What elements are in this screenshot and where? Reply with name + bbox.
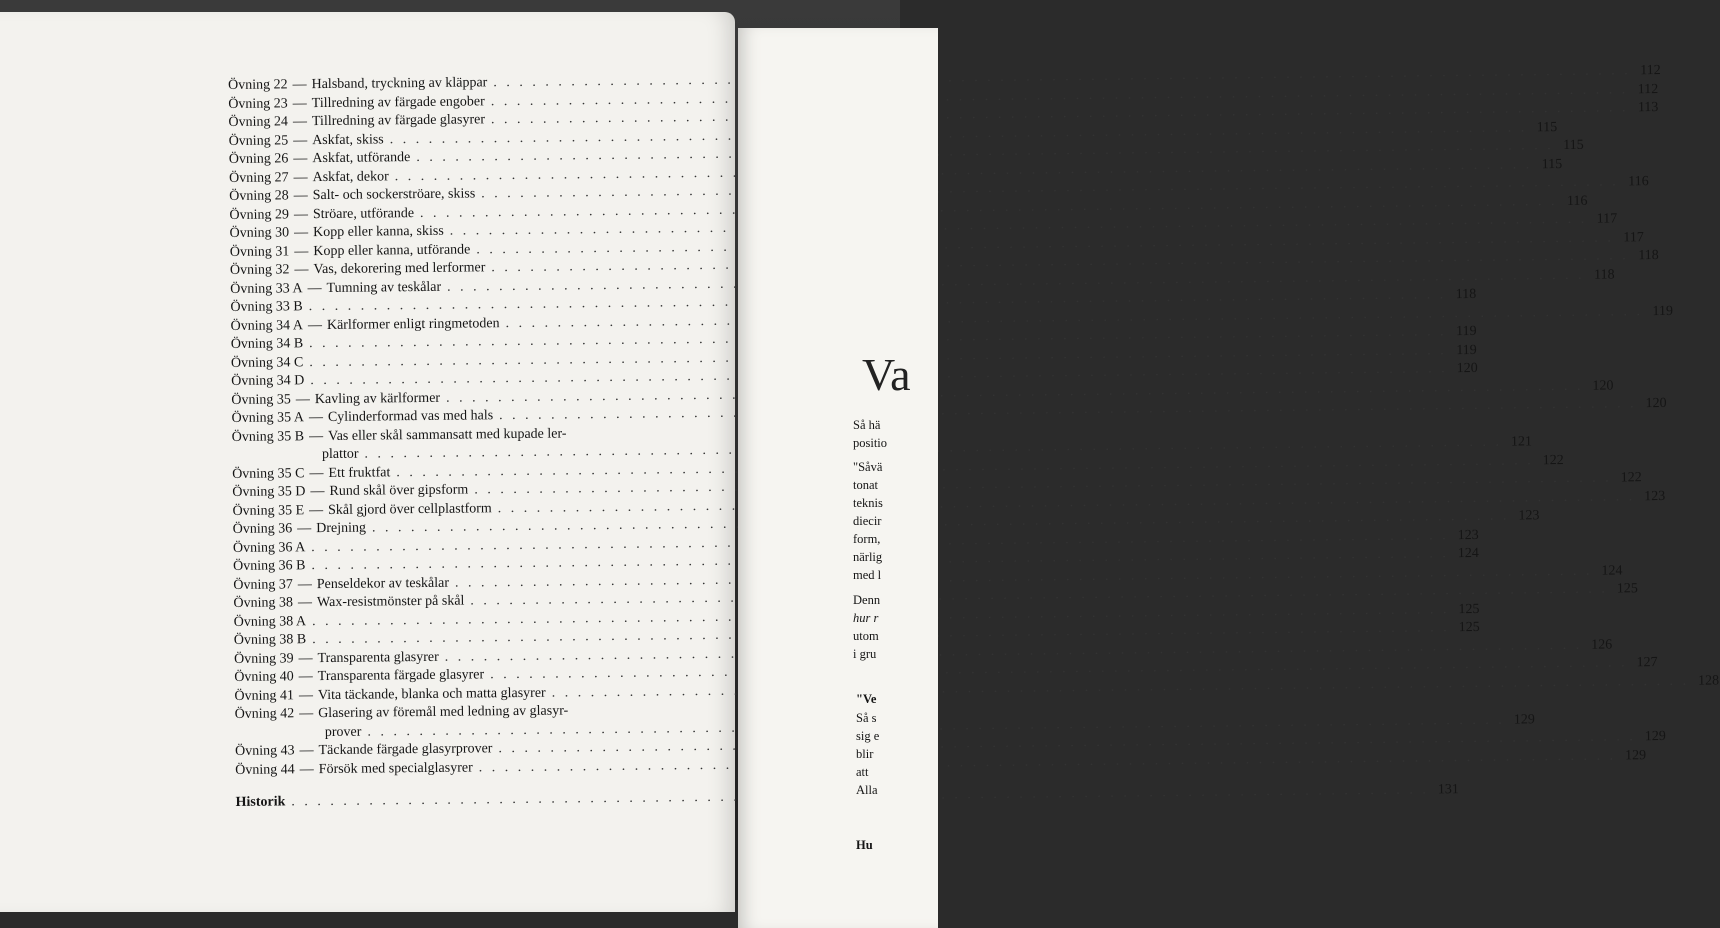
exercise-title: prover [324,724,362,740]
page-number: 123 [1644,488,1666,504]
exercise-title: Skål gjord över cellplastform [328,500,492,518]
exercise-label: Övning 30 [229,225,290,241]
em-dash: — [293,206,309,222]
exercise-label: Övning 23 [228,95,288,112]
right-page-line: "Ve [856,692,877,706]
page-number: 129 [1513,711,1535,728]
exercise-label: Övning 34 B [230,336,304,352]
section-label: Historik [235,794,286,810]
exercise-title: plattor [321,446,359,463]
page-number: 129 [1644,728,1666,745]
exercise-label: Övning 34 A [230,317,304,334]
em-dash: — [294,262,309,278]
em-dash: — [295,391,310,407]
exercise-label: Övning 42 [234,706,295,722]
exercise-title: Cylinderformad vas med hals [327,408,494,425]
right-page-line: diecir [853,514,882,528]
page-number: 115 [1563,137,1584,154]
em-dash: — [299,761,314,777]
em-dash: — [293,169,308,185]
exercise-title: Askfat, skiss [312,131,384,148]
right-page-line: tonat [853,478,878,492]
exercise-label: Övning 34 D [231,373,305,389]
right-page-line: Denn [853,593,881,607]
page-number: 124 [1601,562,1623,579]
page-number: 129 [1625,747,1647,763]
right-book-page [738,28,938,928]
em-dash: — [294,243,309,259]
em-dash: — [293,151,308,167]
em-dash: — [308,410,323,426]
page-number: 112 [1637,81,1659,97]
page-number: 131 [1437,782,1459,798]
em-dash: — [292,77,307,93]
right-page-line: Så hä [853,418,881,432]
exercise-label: Övning 35 B [231,428,305,445]
em-dash: — [297,576,312,592]
page-number: 115 [1536,119,1558,135]
right-page-line: "Såvä [853,460,883,474]
exercise-title: Rund skål över gipsform [329,482,469,499]
em-dash: — [294,225,309,241]
right-page-line: Så s [856,711,877,725]
exercise-label: Övning 31 [229,243,290,260]
exercise-title: Wax-resistmönster på skål [316,593,465,611]
exercise-title: Penseldekor av teskålar [316,575,450,592]
exercise-label: Övning 29 [229,206,290,223]
page-number: 115 [1541,156,1563,172]
em-dash: — [297,595,313,611]
right-page-line: Alla [856,783,878,797]
exercise-label: Övning 35 E [232,502,305,519]
page-number: 120 [1592,378,1614,394]
exercise-label: Övning 32 [229,262,290,278]
em-dash: — [307,280,322,296]
em-dash: — [292,114,308,130]
page-number: 116 [1566,193,1588,209]
em-dash: — [309,502,324,518]
page-number: 113 [1637,100,1659,116]
exercise-label: Övning 38 [233,595,294,611]
exercise-title: Ett fruktfat [328,464,391,481]
exercise-label: Övning 44 [235,761,295,778]
right-page-line: närlig [853,550,883,564]
exercise-label: Övning 43 [234,743,295,759]
em-dash: — [307,317,323,333]
exercise-label: Övning 35 [231,391,291,408]
exercise-label: Övning 36 A [232,539,306,556]
exercise-label: Övning 41 [234,687,295,704]
exercise-label: Övning 35 A [231,410,304,426]
exercise-title: Salt- och sockerströare, skiss [312,186,476,204]
page-number: 128 [1698,672,1720,689]
exercise-title: Vas eller skål sammansatt med kupade ler- [328,425,567,444]
em-dash: — [293,188,308,204]
exercise-label: Övning 38 B [233,632,307,648]
exercise-label: Övning 26 [228,151,289,167]
em-dash: — [299,706,314,722]
exercise-label: Övning 36 [232,521,293,537]
em-dash: — [309,465,324,481]
exercise-label: Övning 28 [229,188,289,204]
page-number: 123 [1518,508,1540,524]
exercise-title: Vita täckande, blanka och matta glasyrer [317,685,546,703]
exercise-label: Övning 37 [233,576,293,593]
right-page-line: utom [853,629,879,643]
exercise-title: Drejning [316,520,367,537]
page-number: 116 [1628,174,1649,190]
exercise-title: Kopp eller kanna, skiss [313,223,444,241]
chapter-heading-fragment: Va [862,349,911,400]
em-dash: — [298,669,313,685]
em-dash: — [310,484,325,500]
page-number: 124 [1457,545,1479,562]
page-number: 122 [1542,452,1564,468]
right-page-line: positio [853,436,888,450]
page-number: 117 [1623,229,1644,245]
right-page-line: sig e [856,729,880,743]
exercise-title: Vas, dekorering med lerformer [313,260,486,278]
page-number: 118 [1638,248,1659,264]
exercise-title: Transparenta glasyrer [317,649,439,666]
exercise-label: Övning 24 [228,114,289,130]
exercise-label: Övning 40 [234,669,294,685]
exercise-label: Övning 35 C [232,465,305,482]
exercise-label: Övning 27 [228,169,289,186]
exercise-title: Askfat, utförande [312,150,411,167]
exercise-title: Tillredning av färgade engober [311,93,485,111]
right-page-line: form, [853,532,881,546]
page-number: 126 [1591,637,1613,653]
exercise-title: Ströare, utförande [312,205,415,222]
exercise-title: Tillredning av färgade glasyrer [311,112,486,130]
page-number: 125 [1458,619,1480,636]
page-number: 117 [1596,211,1618,227]
exercise-title: Kopp eller kanna, utförande [313,241,471,259]
exercise-title: Askfat, dekor [312,168,389,185]
exercise-title: Glasering av föremål med ledning av glasyr- [318,703,569,722]
page-number: 123 [1457,527,1479,543]
exercise-label: Övning 34 C [230,354,304,371]
right-page-line: hur r [853,611,879,625]
exercise-title: Kärlformer enligt ringmetoden [326,315,500,333]
right-page-line: Hu [856,838,873,852]
exercise-label: Övning 25 [228,132,289,149]
exercise-label: Övning 22 [228,77,288,93]
right-page-line: blir [856,747,874,761]
exercise-title: Transparenta färgade glasyrer [317,667,485,685]
exercise-title: Halsband, tryckning av kläppar [311,75,488,93]
page-number: 119 [1652,303,1674,319]
em-dash: — [293,132,308,148]
em-dash: — [297,521,312,537]
right-page-line: i gru [853,647,877,661]
exercise-title: Tumning av teskålar [326,279,442,296]
em-dash: — [298,687,314,703]
exercise-label: Övning 35 D [232,484,306,500]
em-dash: — [298,650,313,666]
exercise-label: Övning 33 A [230,280,303,297]
page-number: 127 [1636,655,1658,671]
exercise-title: Täckande färgade glasyrprover [318,741,493,759]
page-number: 120 [1645,395,1667,412]
em-dash: — [309,428,324,444]
right-page-line: med l [853,568,882,582]
page-number: 120 [1456,360,1478,377]
exercise-label: Övning 36 B [233,558,306,574]
page-number: 119 [1456,323,1477,340]
exercise-label: Övning 38 A [233,613,307,630]
right-page-line: teknis [853,496,883,510]
em-dash: — [292,95,307,111]
exercise-label: Övning 39 [234,650,294,667]
page-number: 121 [1510,434,1533,450]
page-number: 119 [1456,342,1477,358]
exercise-title: Försök med specialglasyrer [318,759,473,777]
page-number: 112 [1640,62,1661,79]
em-dash: — [299,743,314,759]
exercise-title: Kavling av kärlformer [314,390,441,407]
right-page-line: att [856,765,869,779]
page-number: 118 [1455,286,1477,303]
page-number: 125 [1616,581,1638,597]
exercise-label: Övning 33 B [230,299,303,315]
page-number: 125 [1458,601,1480,617]
page-number: 122 [1620,470,1642,486]
page-number: 118 [1594,266,1615,283]
